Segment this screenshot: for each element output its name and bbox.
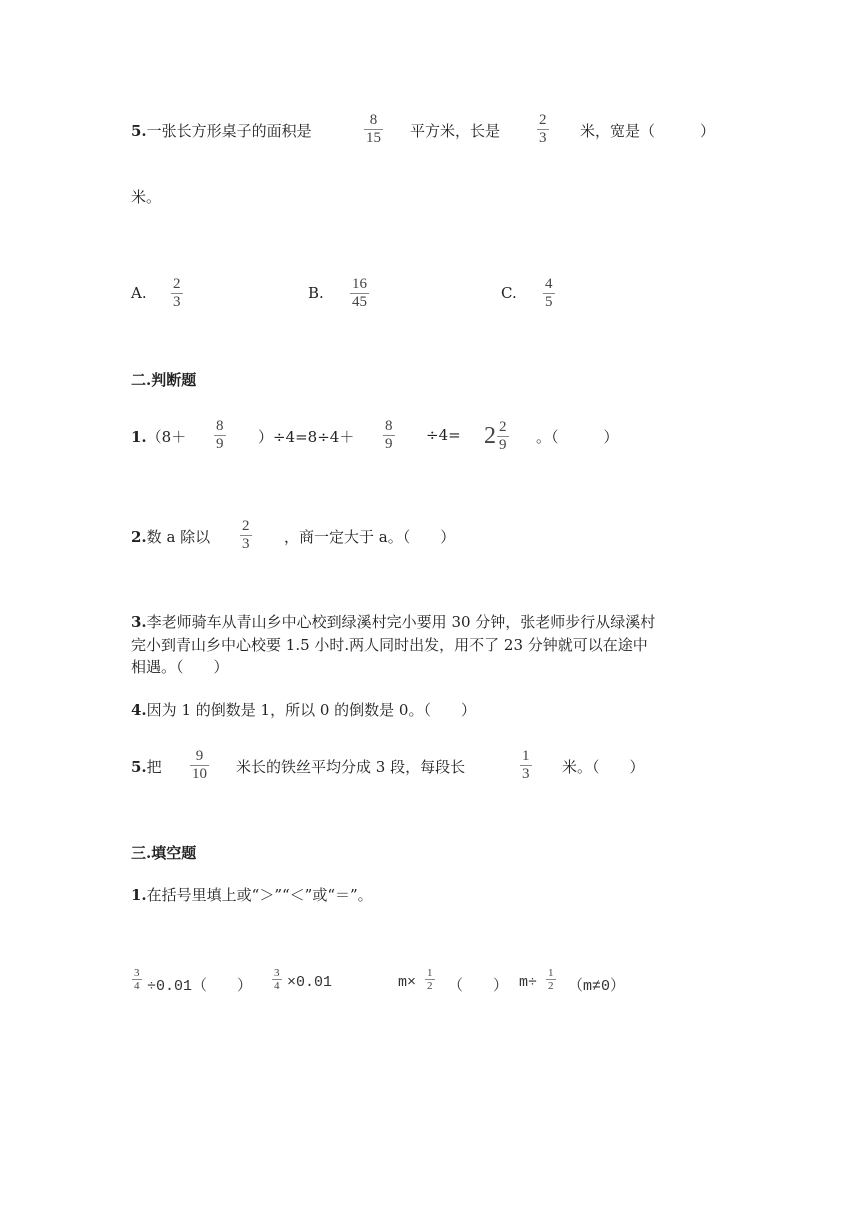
s2-q5-text-2: 米长的铁丝平均分成 3 段，每段长	[236, 758, 466, 776]
s2-q5-start	[131, 756, 162, 777]
numerator: 16	[352, 276, 367, 292]
fraction-8-15	[364, 112, 383, 147]
question-text: （8＋	[146, 428, 187, 446]
denominator: 2	[548, 980, 554, 992]
s2-q1-text-2: ）÷4=8÷4＋	[258, 428, 355, 446]
question-text: 一张长方形桌子的面积是	[146, 122, 312, 140]
numerator: 8	[385, 418, 393, 434]
denominator: 10	[192, 766, 207, 782]
question-text: 因为 1 的倒数是 1，所以 0 的倒数是 0。（ ）	[146, 701, 476, 719]
option-c-label: C.	[501, 284, 517, 302]
question-number: 3.	[131, 613, 147, 631]
fraction-3-4	[132, 967, 142, 992]
question-text: 在括号里填上或“＞”“＜”或“＝”。	[146, 886, 373, 904]
option-a-fraction	[171, 276, 183, 311]
numerator: 2	[499, 419, 507, 435]
question-number: 5.	[131, 758, 147, 776]
s2-q3-line1	[131, 611, 655, 632]
expr-c-mid: （ ）	[448, 978, 509, 995]
denominator: 3	[242, 536, 250, 552]
denominator: 9	[499, 437, 507, 453]
expr-a-rest: ÷0.01（ ）	[147, 978, 253, 995]
fraction-2-3	[537, 112, 549, 147]
question-number: 4.	[131, 701, 147, 719]
s3-q1	[131, 884, 373, 905]
q5-text-4: 米。	[131, 188, 162, 206]
q5-text-3: 米，宽是（ ）	[580, 122, 716, 140]
numerator: 2	[173, 276, 181, 292]
numerator: 1	[427, 967, 433, 979]
question-number: 5.	[131, 122, 147, 140]
numerator: 1	[522, 748, 530, 764]
section-title-fill-in: 三.填空题	[131, 844, 197, 862]
fraction-3-4	[272, 967, 282, 992]
numerator: 4	[545, 276, 553, 292]
denominator: 3	[539, 130, 547, 146]
denominator: 4	[274, 980, 280, 992]
s2-q3-line3: 相遇。（ ）	[131, 658, 229, 676]
numerator: 2	[242, 518, 250, 534]
whole-part: 2	[484, 423, 496, 449]
mixed-number-2-2-9	[484, 419, 509, 454]
denominator: 5	[545, 294, 553, 310]
option-b-label: B.	[308, 284, 324, 302]
denominator: 3	[522, 766, 530, 782]
numerator: 9	[195, 748, 204, 764]
s2-q4	[131, 699, 476, 720]
numerator: 8	[216, 418, 224, 434]
fraction-1-2	[425, 967, 435, 992]
denominator: 3	[173, 294, 181, 310]
option-a-label: A.	[131, 284, 147, 302]
s2-q1-text-4: 。（ ）	[536, 428, 619, 446]
fraction-8-9	[214, 418, 226, 453]
denominator: 9	[216, 436, 224, 452]
option-b-fraction	[350, 276, 369, 311]
question-text: 数 a 除以	[146, 528, 211, 546]
s2-q5-text-3: 米。（ ）	[562, 758, 645, 776]
question-text: 李老师骑车从青山乡中心校到绿溪村完小要用 30 分钟，张老师步行从绿溪村	[146, 613, 656, 631]
denominator: 9	[385, 436, 393, 452]
numerator: 3	[274, 967, 280, 979]
s2-q3-line2: 完小到青山乡中心校要 1.5 小时.两人同时出发，用不了 23 分钟就可以在途中	[131, 636, 648, 654]
numerator: 1	[548, 967, 554, 979]
expr-d-pre: m÷	[519, 974, 538, 991]
fraction-2-3	[240, 518, 252, 553]
expr-c-pre: m×	[398, 974, 417, 991]
numerator: 8	[369, 112, 378, 128]
q5-text-2: 平方米，长是	[410, 122, 501, 140]
option-c-fraction	[543, 276, 555, 311]
question-number: 1.	[131, 428, 147, 446]
question-number: 2.	[131, 528, 147, 546]
expr-d-rest: （m≠0）	[568, 978, 626, 995]
fraction-1-3	[520, 748, 532, 783]
expr-b-rest: ×0.01	[287, 974, 333, 991]
numerator: 2	[539, 112, 547, 128]
section-title-judgement: 二.判断题	[131, 371, 197, 389]
fraction-9-10	[190, 748, 209, 783]
denominator: 15	[366, 130, 381, 146]
fraction-1-2	[546, 967, 556, 992]
fraction-8-9	[383, 418, 395, 453]
q5-line1	[131, 120, 312, 141]
question-number: 1.	[131, 886, 147, 904]
s2-q1-text-3: ÷4=	[426, 426, 461, 444]
denominator: 45	[352, 294, 367, 310]
s2-q2-start	[131, 526, 210, 547]
s2-q2-text-2: ，商一定大于 a。（ ）	[284, 528, 456, 546]
numerator: 3	[134, 967, 140, 979]
denominator: 4	[134, 980, 140, 992]
denominator: 2	[427, 980, 433, 992]
question-text: 把	[146, 758, 162, 776]
s2-q1-start	[131, 426, 186, 447]
fraction-part	[497, 419, 509, 454]
